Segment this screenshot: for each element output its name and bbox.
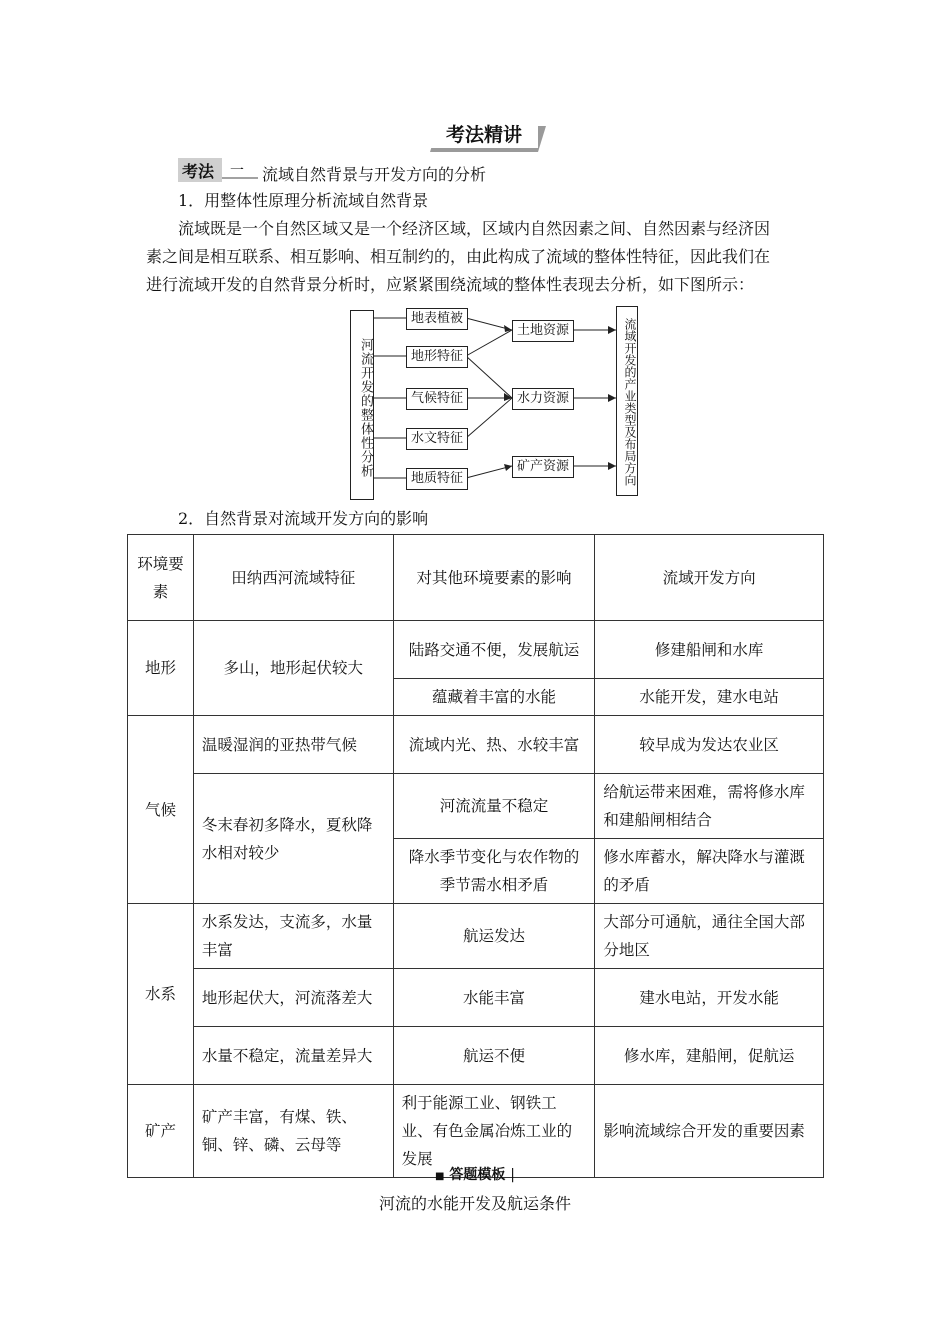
method-number: 一 (230, 163, 244, 179)
direction-cell: 大部分可通航，通往全国大部分地区 (595, 904, 824, 969)
feature-cell: 水量不稳定，流量差异大 (193, 1027, 393, 1085)
table-row (128, 1027, 824, 1085)
method-tag (178, 158, 244, 182)
diagram-left-label: 河流开发的整体性分析 (350, 310, 374, 500)
diagram-factor: 地表植被 (406, 308, 468, 330)
feature-cell: 多山，地形起伏较大 (193, 621, 393, 716)
table-header-cell: 对其他环境要素的影响 (393, 535, 595, 621)
impact-cell: 利于能源工业、钢铁工业、有色金属冶炼工业的发展 (393, 1085, 595, 1178)
table-row (128, 774, 824, 839)
section1-heading: 1．用整体性原理分析流域自然背景 (178, 191, 429, 210)
direction-cell: 修建船闸和水库 (595, 621, 824, 679)
table-header-cell: 环境要素 (128, 535, 194, 621)
impact-cell: 陆路交通不便，发展航运 (393, 621, 595, 679)
table-row (128, 969, 824, 1027)
feature-cell: 冬末春初多降水，夏秋降水相对较少 (193, 774, 393, 904)
factor-label-terrain: 地形 (128, 621, 194, 716)
diagram-factor: 地质特征 (406, 468, 468, 490)
paragraph-line: 流域既是一个自然区域又是一个经济区域，区域内自然因素之间、自然因素与经济因 (178, 219, 771, 238)
table-header-cell: 流域开发方向 (595, 535, 824, 621)
method-title: 流域自然背景与开发方向的分析 (262, 165, 487, 184)
table-row (128, 904, 824, 969)
diagram-resource: 水力资源 (512, 388, 574, 410)
diagram-factor: 地形特征 (406, 346, 468, 368)
paragraph-line: 进行流域开发的自然背景分析时，应紧紧围绕流域的整体性表现去分析，如下图所示： (146, 275, 755, 294)
feature-cell: 矿产丰富，有煤、铁、铜、锌、磷、云母等 (193, 1085, 393, 1178)
table-row (128, 716, 824, 774)
diagram-factor: 水文特征 (406, 428, 468, 450)
direction-cell: 较早成为发达农业区 (595, 716, 824, 774)
section2-heading: 2．自然背景对流域开发方向的影响 (178, 509, 429, 528)
direction-cell: 建水电站，开发水能 (595, 969, 824, 1027)
paragraph-line: 素之间是相互联系、相互影响、相互制约的，由此构成了流域的整体性特征，因此我们在 (146, 247, 771, 266)
feature-cell: 温暖湿润的亚热带气候 (193, 716, 393, 774)
direction-cell: 水能开发，建水电站 (595, 679, 824, 716)
impact-cell: 蕴藏着丰富的水能 (393, 679, 595, 716)
impact-cell: 航运发达 (393, 904, 595, 969)
template-heading-label: 答题模板 (449, 1167, 506, 1183)
diagram-resource: 矿产资源 (512, 456, 574, 478)
diagram-resource: 土地资源 (512, 320, 574, 342)
template-heading (0, 1164, 950, 1184)
table-row (128, 621, 824, 679)
template-subtitle: 河流的水能开发及航运条件 (378, 1194, 571, 1213)
square-bullet-icon: ■ (435, 1171, 445, 1182)
factor-label-climate: 气候 (128, 716, 194, 904)
method-tag-label: 考法 (182, 162, 215, 181)
feature-cell: 水系发达，支流多，水量丰富 (193, 904, 393, 969)
factor-label-water: 水系 (128, 904, 194, 1085)
page-title: 考法精讲 (445, 124, 522, 146)
impact-cell: 水能丰富 (393, 969, 595, 1027)
bar-divider-icon: | (510, 1167, 515, 1183)
direction-cell: 修水库蓄水，解决降水与灌溉的矛盾 (595, 839, 824, 904)
direction-cell: 修水库，建船闸，促航运 (595, 1027, 824, 1085)
diagram-factor: 气候特征 (406, 388, 468, 410)
impact-cell: 航运不便 (393, 1027, 595, 1085)
impact-cell: 流域内光、热、水较丰富 (393, 716, 595, 774)
table-header-cell: 田纳西河流域特征 (193, 535, 393, 621)
impact-cell: 降水季节变化与农作物的季节需水相矛盾 (393, 839, 595, 904)
section-title-banner (430, 122, 546, 152)
impact-table (127, 534, 824, 1178)
direction-cell: 影响流域综合开发的重要因素 (595, 1085, 824, 1178)
feature-cell: 地形起伏大，河流落差大 (193, 969, 393, 1027)
impact-cell: 河流流量不稳定 (393, 774, 595, 839)
factor-label-mineral: 矿产 (128, 1085, 194, 1178)
direction-cell: 给航运带来困难，需将修水库和建船闸相结合 (595, 774, 824, 839)
table-header-row (128, 535, 824, 621)
diagram-right-label: 流域开发的产业类型及布局方向 (616, 306, 638, 496)
